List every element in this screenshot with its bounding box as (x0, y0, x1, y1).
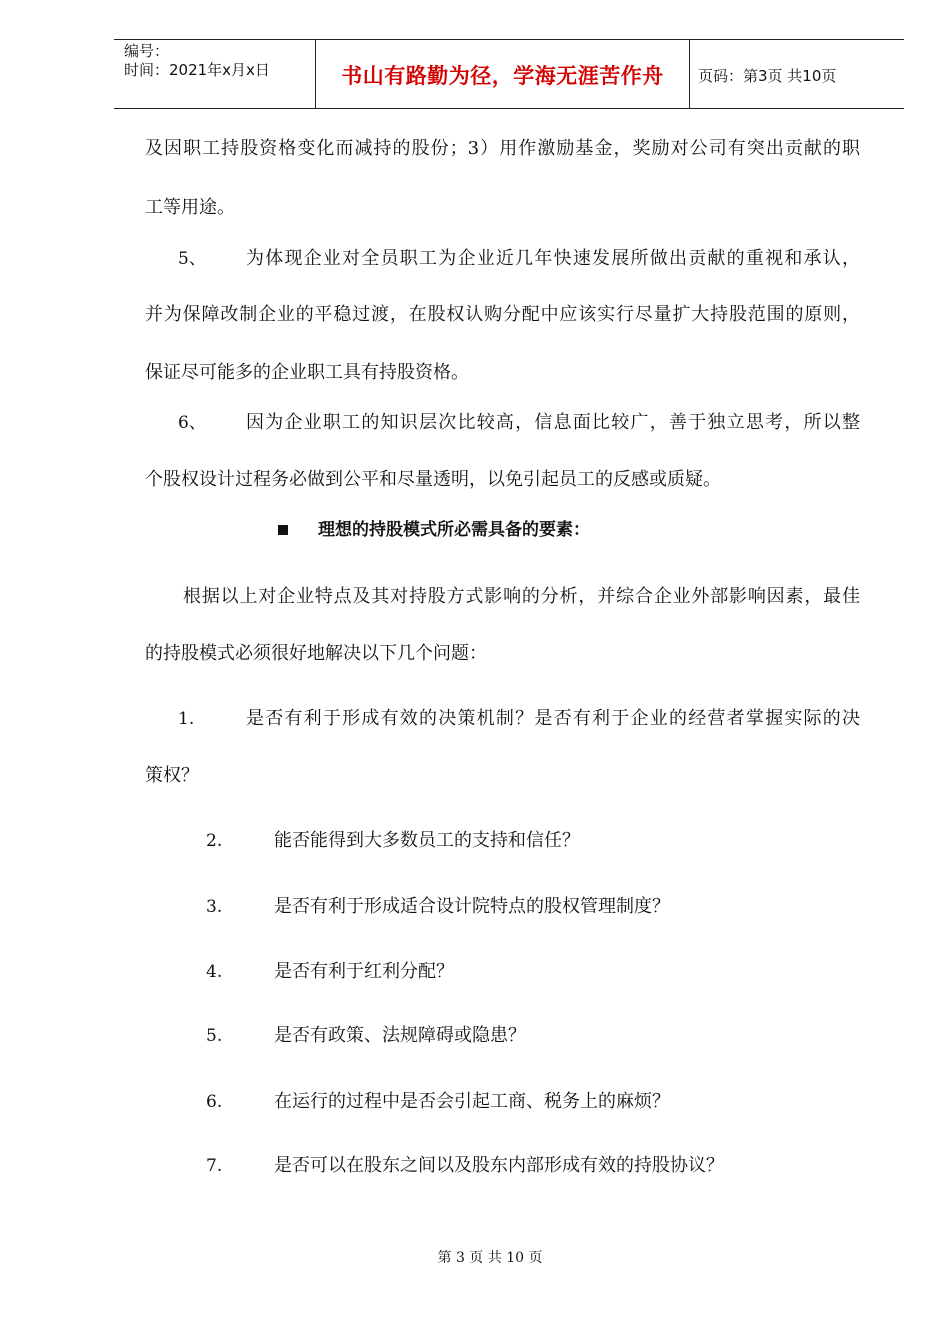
question-text: 能否能得到大多数员工的支持和信任？ (274, 830, 580, 851)
item-number: 5、 (178, 249, 206, 269)
header-page-number: 页码：第3页 共10页 (698, 67, 837, 85)
page-header (114, 39, 904, 109)
question-number: 4. (206, 962, 223, 982)
header-meta-cell (114, 40, 316, 108)
page-footer: 第 3 页 共 10 页 (437, 1250, 543, 1266)
paragraph-line: 个股权设计过程务必做到公平和尽量透明，以免引起员工的反感或质疑。 (145, 469, 721, 490)
question-number: 7. (206, 1156, 223, 1176)
question-text: 是否可以在股东之间以及股东内部形成有效的持股协议？ (274, 1155, 724, 1176)
question-text: 策权？ (145, 765, 199, 786)
question-number: 6. (206, 1092, 223, 1112)
question-number: 5. (206, 1026, 223, 1046)
date-label: 时间：2021年x月x日 (124, 61, 270, 79)
motto-text: 书山有路勤为径，学海无涯苦作舟 (341, 64, 664, 88)
header-motto-cell (316, 40, 690, 108)
paragraph-line: 的持股模式必须很好地解决以下几个问题： (145, 643, 487, 664)
code-label: 编号： (124, 42, 170, 60)
question-number: 1. (178, 709, 195, 729)
paragraph-line: 并为保障改制企业的平稳过渡，在股权认购分配中应该实行尽量扩大持股范围的原则， (145, 304, 860, 325)
paragraph-line: 因为企业职工的知识层次比较高，信息面比较广，善于独立思考，所以整 (246, 412, 860, 433)
question-text: 在运行的过程中是否会引起工商、税务上的麻烦？ (274, 1091, 670, 1112)
header-page-cell (690, 40, 904, 108)
question-number: 2. (206, 831, 223, 851)
paragraph-line: 保证尽可能多的企业职工具有持股资格。 (145, 362, 469, 383)
question-text: 是否有政策、法规障碍或隐患？ (274, 1025, 526, 1046)
square-bullet-icon (278, 525, 288, 535)
paragraph-line: 工等用途。 (145, 197, 235, 218)
question-number: 3. (206, 897, 223, 917)
paragraph-line: 及因职工持股资格变化而减持的股份；3）用作激励基金，奖励对公司有突出贡献的职 (145, 138, 860, 159)
paragraph-line: 为体现企业对全员职工为企业近几年快速发展所做出贡献的重视和承认， (246, 248, 860, 269)
paragraph-line: 根据以上对企业特点及其对持股方式影响的分析，并综合企业外部影响因素，最佳 (183, 586, 860, 607)
section-heading: 理想的持股模式所必需具备的要素： (318, 520, 590, 540)
question-text: 是否有利于形成有效的决策机制？是否有利于企业的经营者掌握实际的决 (246, 708, 860, 729)
question-text: 是否有利于红利分配？ (274, 961, 454, 982)
question-text: 是否有利于形成适合设计院特点的股权管理制度？ (274, 896, 670, 917)
item-number: 6、 (178, 413, 206, 433)
